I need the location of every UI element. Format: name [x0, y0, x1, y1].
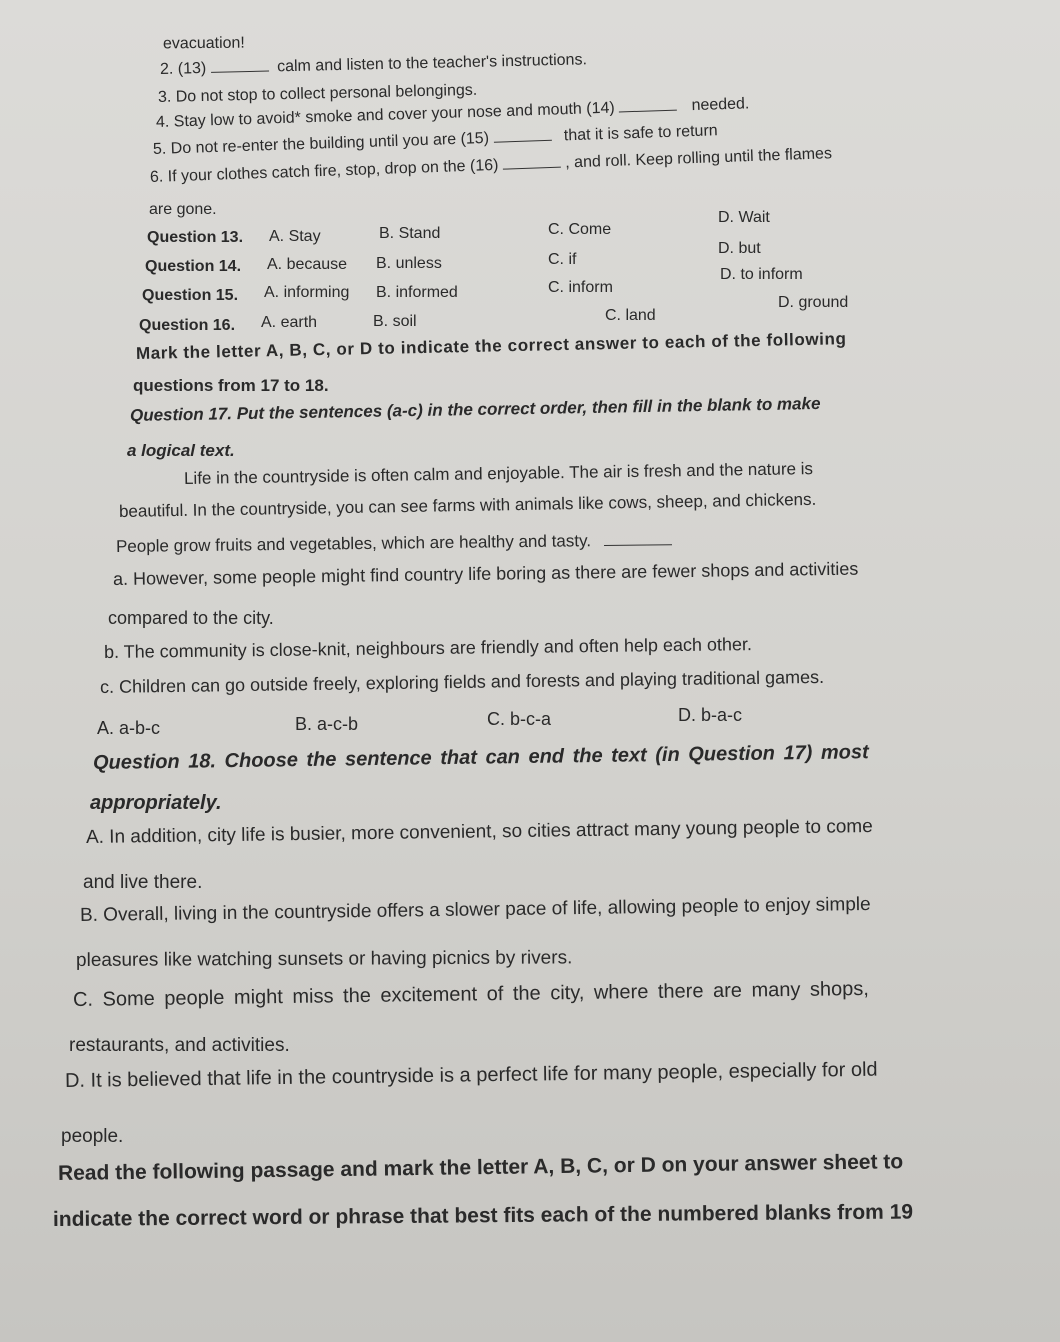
q16-option-a[interactable]: A. earth	[261, 314, 318, 331]
q17-sentence-b: b. The community is close-knit, neighbours are friendly and often help each other.	[103, 634, 753, 662]
q18-option-c-line2: restaurants, and activities.	[69, 1035, 290, 1056]
q17-passage-line1: Life in the countryside is often calm and enjoyable. The air is fresh and the nature is	[183, 459, 814, 488]
q15-option-d[interactable]: D. to inform	[720, 266, 803, 283]
q18-title-line1: Question 18. Choose the sentence that can end the text (in Question 17) most	[92, 741, 869, 774]
blank-15[interactable]	[494, 140, 552, 143]
q17-option-c[interactable]: C. b-c-a	[487, 709, 552, 729]
q17-sentence-c: c. Children can go outside freely, exploring fields and forests and playing traditional games.	[99, 666, 825, 697]
line-3: 3. Do not stop to collect personal belongings.	[157, 81, 478, 106]
instruction-2-line2: indicate the correct word or phrase that best fits each of the numbered blanks from 19	[52, 1200, 914, 1231]
instruction-2-line1: Read the following passage and mark the letter A, B, C, or D on your answer sheet to	[57, 1150, 904, 1185]
q14-option-c[interactable]: C. if	[548, 251, 577, 268]
q18-title-line2: appropriately.	[90, 792, 222, 814]
q17-title-line1: Question 17. Put the sentences (a-c) in the correct order, then fill in the blank to make	[129, 393, 821, 425]
q17-option-b[interactable]: B. a-c-b	[295, 714, 359, 734]
instruction-1-line2: questions from 17 to 18.	[133, 376, 329, 395]
blank-13[interactable]	[211, 71, 269, 73]
q13-option-a[interactable]: A. Stay	[269, 228, 321, 245]
line-5: 5. Do not re-enter the building until you are (15) that it is safe to return	[152, 122, 718, 158]
blank-16[interactable]	[503, 167, 561, 170]
q13-option-c[interactable]: C. Come	[548, 221, 612, 238]
q14-option-a[interactable]: A. because	[267, 256, 348, 273]
q16-option-d[interactable]: D. ground	[778, 294, 849, 311]
q13-option-d[interactable]: D. Wait	[718, 209, 770, 226]
q15-option-a[interactable]: A. informing	[264, 284, 350, 301]
blank-14[interactable]	[619, 110, 677, 113]
q14-option-d[interactable]: D. but	[718, 240, 761, 257]
q17-sentence-a-line1: a. However, some people might find country life boring as there are fewer shops and activities	[112, 558, 859, 589]
q17-passage-line3: People grow fruits and vegetables, which are healthy and tasty.	[116, 531, 672, 555]
q14-option-b[interactable]: B. unless	[376, 255, 442, 272]
line-6: 6. If your clothes catch fire, stop, drop on the (16) , and roll. Keep rolling until the flames	[149, 145, 833, 186]
instruction-1-line1: Mark the letter A, B, C, or D to indicate the correct answer to each of the following	[135, 329, 847, 363]
line-2: 2. (13) calm and listen to the teacher's instructions.	[159, 51, 588, 78]
q18-option-b-line2: pleasures like watching sunsets or having picnics by rivers.	[75, 947, 573, 971]
q13-option-b[interactable]: B. Stand	[379, 225, 441, 242]
q18-option-b-line1[interactable]: B. Overall, living in the countryside offers a slower pace of life, allowing people to enjoy simple	[79, 893, 871, 926]
q17-title-line2: a logical text.	[127, 441, 235, 460]
q18-option-d-line2: people.	[61, 1126, 124, 1147]
q18-option-c-line1[interactable]: C. Some people might miss the excitement of the city, where there are many shops,	[72, 977, 870, 1011]
q17-sentence-a-line2: compared to the city.	[108, 608, 274, 628]
q16-option-c[interactable]: C. land	[605, 307, 656, 324]
text-evacuation: evacuation!	[162, 34, 245, 53]
q16-option-b[interactable]: B. soil	[373, 313, 417, 330]
q15-option-b[interactable]: B. informed	[376, 284, 458, 301]
q17-option-d[interactable]: D. b-a-c	[678, 705, 743, 725]
line-4: 4. Stay low to avoid* smoke and cover your nose and mouth (14) needed.	[155, 95, 750, 131]
blank-q17[interactable]	[604, 544, 672, 546]
q17-passage-line2: beautiful. In the countryside, you can see farms with animals like cows, sheep, and chickens.	[118, 489, 817, 521]
q18-option-a-line2: and live there.	[83, 872, 203, 893]
q18-option-a-line1[interactable]: A. In addition, city life is busier, more convenient, so cities attract many young people to come	[85, 816, 873, 848]
line-6-cont: are gone.	[149, 201, 217, 218]
worksheet-page: evacuation! 2. (13) calm and listen to the teacher's instructions. 3. Do not stop to collect personal belongings. 4. Stay low to avoid* smoke and cover your nose and mouth (14) needed. 5. Do not re-enter the building until you are (15) that it is safe to return 6. If your clothes catch fire, stop, drop on the (16) , and roll. Keep rolling until the flames are gone. Question 13. A. Stay B. Stand C. Come D. Wait Question 14. A. because B. unless C. if D. but Question 15. A. informing B. informed C. inform D. to inform Question 16. A. earth B. soil C. land D. ground Mark the letter A, B, C, or D to indicate the correct answer to each of the following questions from 17 to 18. Question 17. Put the sentences (a-c) in the correct order, then fill in the blank to make a logical text. Life in the countryside is often calm and enjoyable. The air is fresh and the nature is beautiful. In the countryside, you can see farms with animals like cows, sheep, and chickens. People grow fruits and vegetables, which are healthy and tasty. a. However, some people might find country life boring as there are fewer shops and activities compared to the city. b. The community is close-knit, neighbours are friendly and often help each other. c. Children can go outside freely, exploring fields and forests and playing traditional games. A. a-b-c B. a-c-b C. b-c-a D. b-a-c Question 18. Choose the sentence that can end the text (in Question 17) most appropriately. A. In addition, city life is busier, more convenient, so cities attract many young people to come and live there. B. Overall, living in the countryside offers a slower pace of life, allowing people to enjoy simple pleasures like watching sunsets or having picnics by rivers. C. Some people might miss the excitement of the city, where there are many shops, restaurants, and activities. D. It is believed that life in the countryside is a perfect life for many people, especially for old people. Read the following passage and mark the letter A, B, C, or D on your answer sheet to indicate the correct word or phrase that best fits each of the numbered blanks from 19	[0, 0, 1060, 1342]
q18-option-d-line1[interactable]: D. It is believed that life in the countryside is a perfect life for many people, especially for old	[64, 1058, 878, 1092]
q17-option-a[interactable]: A. a-b-c	[97, 718, 161, 738]
q15-option-c[interactable]: C. inform	[548, 279, 613, 296]
